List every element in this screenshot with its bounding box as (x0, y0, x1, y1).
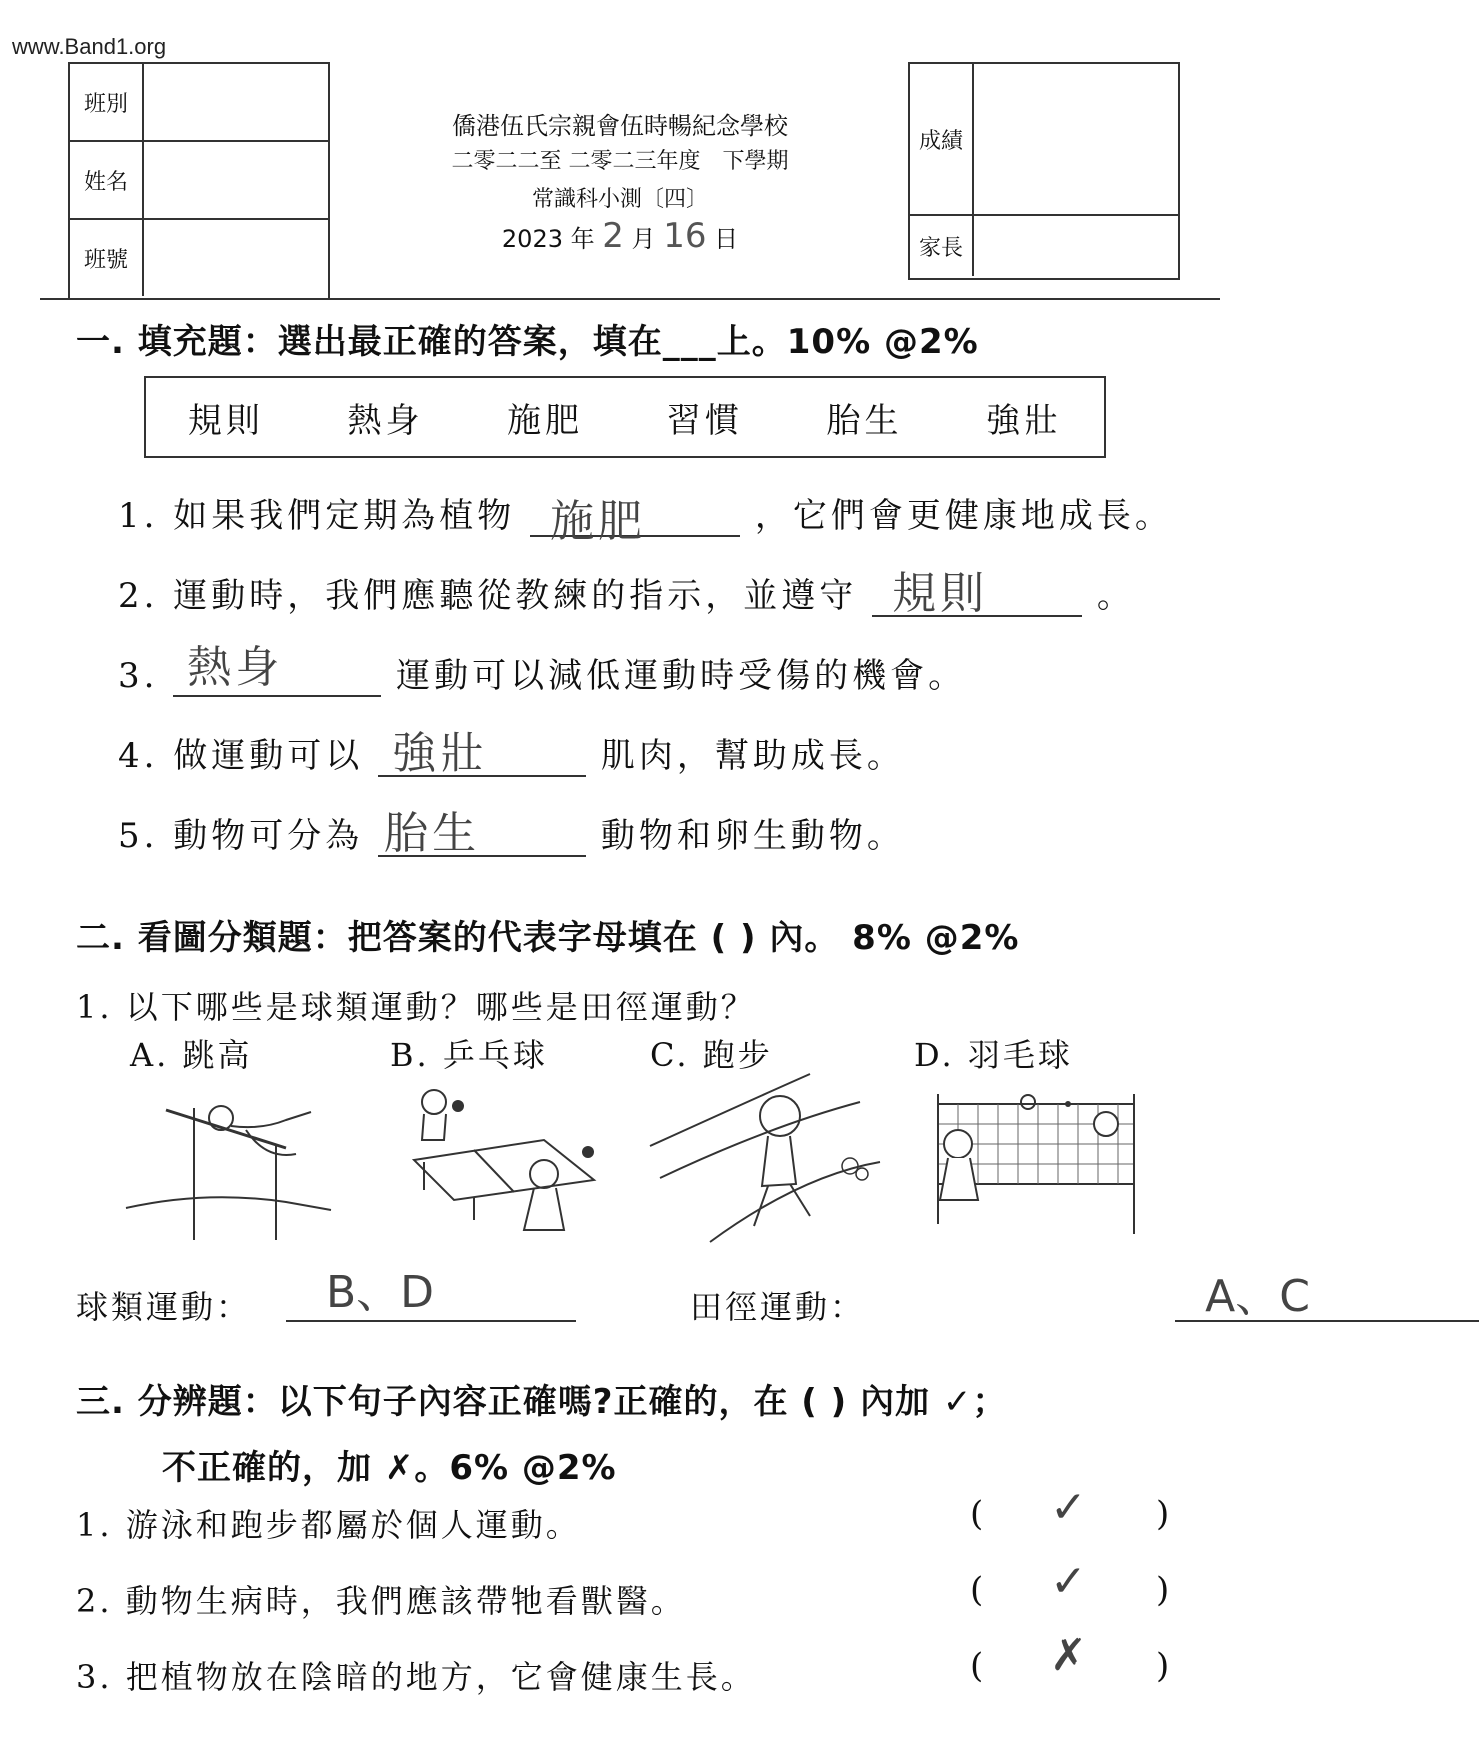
question-number: 4. (118, 736, 159, 776)
question-text: 做運動可以 (173, 736, 364, 776)
score-row (910, 64, 1178, 216)
option-b: B. 乒乓球 (390, 1036, 548, 1074)
word-bank-item: 胎生 (826, 400, 903, 441)
answer-blank[interactable] (530, 491, 740, 547)
date-prefix: 2023 年 (501, 225, 595, 253)
cross-mark[interactable]: ✗ (1050, 1630, 1087, 1681)
score-label: 成績 (910, 64, 974, 214)
class-row (70, 64, 328, 142)
test-title: 常識科小測〔四〕 (531, 187, 708, 212)
score-box (908, 62, 1180, 280)
word-bank (144, 376, 1106, 458)
check-mark[interactable]: ✓ (1050, 1482, 1087, 1533)
word-bank-item: 施肥 (507, 400, 584, 441)
handwritten-answer: 強壯 (392, 728, 489, 779)
question-number: 2. (118, 576, 159, 616)
answer-blank[interactable] (378, 808, 586, 859)
fill-question-3 (118, 642, 967, 697)
handwritten-answer: 施肥 (550, 496, 647, 547)
check-mark[interactable]: ✓ (1050, 1556, 1087, 1607)
question-text: 肌肉，幫助成長。 (600, 736, 905, 776)
date-month-unit: 月 (631, 225, 656, 253)
option-c: C. 跑步 (650, 1036, 773, 1074)
number-label: 班號 (70, 220, 144, 296)
student-info-box (68, 62, 330, 300)
question-text: 動物和卵生動物。 (600, 816, 905, 856)
question-number: 3. (118, 656, 159, 696)
word-bank-item: 強壯 (986, 400, 1063, 441)
truefalse-question-1: 1. 游泳和跑步都屬於個人運動。 (76, 1506, 581, 1544)
word-bank-item: 習慣 (666, 400, 743, 441)
section1-title: 一. 填充題：選出最正確的答案，填在___上。10% @2% (76, 322, 979, 362)
question-text: 運動時，我們應聽從教練的指示，並遵守 (173, 576, 858, 616)
parent-row (910, 216, 1178, 276)
question-text: 運動可以減低運動時受傷的機會。 (396, 656, 967, 696)
answer-paren-open: ( (970, 1646, 984, 1686)
question-number: 1. (118, 496, 159, 536)
date-month: 2 (602, 216, 624, 256)
class-label: 班別 (70, 64, 144, 140)
handwritten-answer: 胎生 (384, 808, 481, 859)
test-date (340, 216, 900, 256)
answer-paren-open: ( (970, 1494, 984, 1534)
badminton-picture (918, 1084, 1148, 1254)
school-name: 僑港伍氏宗親會伍時暢紀念學校 (452, 112, 788, 140)
answer-blank[interactable] (872, 568, 1082, 619)
question-text: ，它們會更健康地成長。 (754, 496, 1173, 536)
date-day-unit: 日 (714, 225, 739, 253)
answer-paren-open: ( (970, 1570, 984, 1610)
question-text: 。 (1096, 576, 1135, 616)
option-a: A. 跳高 (130, 1036, 253, 1074)
answer-blank[interactable] (173, 642, 381, 697)
section3-title-line1: 三. 分辨題：以下句子內容正確嗎?正確的，在 ( ) 內加 ✓； (76, 1382, 1008, 1422)
ball-sports-label: 球類運動： (76, 1288, 252, 1326)
question-number: 5. (118, 816, 159, 856)
question-text: 如果我們定期為植物 (173, 496, 516, 536)
fill-question-5 (118, 808, 905, 857)
word-bank-item: 熱身 (347, 400, 424, 441)
question-text: 動物可分為 (173, 816, 364, 856)
answer-paren-close: ) (1156, 1570, 1170, 1610)
handwritten-answer: 規則 (892, 568, 989, 619)
number-row (70, 220, 328, 296)
section2-question: 1. 以下哪些是球類運動？哪些是田徑運動？ (76, 988, 756, 1026)
fill-question-1 (118, 488, 1173, 547)
answer-paren-close: ) (1156, 1494, 1170, 1534)
section3-title-line2: 不正確的，加 ✗。6% @2% (162, 1448, 617, 1488)
date-day: 16 (663, 216, 707, 256)
fill-question-2 (118, 568, 1135, 617)
track-sports-blank[interactable] (1175, 1271, 1479, 1322)
table-tennis-picture (394, 1080, 614, 1250)
truefalse-question-2: 2. 動物生病時，我們應該帶牠看獸醫。 (76, 1582, 686, 1620)
section2-title: 二. 看圖分類題：把答案的代表字母填在 ( ) 內。 8% @2% (76, 918, 1020, 958)
track-sports-label: 田徑運動： (690, 1288, 866, 1326)
name-row (70, 142, 328, 220)
header-divider (40, 298, 1220, 300)
name-label: 姓名 (70, 142, 144, 218)
ball-sports-blank[interactable] (286, 1267, 576, 1322)
handwritten-answer: A、C (1205, 1271, 1310, 1322)
word-bank-item: 規則 (187, 400, 264, 441)
option-d: D. 羽毛球 (914, 1036, 1073, 1074)
truefalse-question-3: 3. 把植物放在陰暗的地方，它會健康生長。 (76, 1658, 756, 1696)
answer-paren-close: ) (1156, 1646, 1170, 1686)
parent-label: 家長 (910, 216, 974, 276)
high-jump-picture (126, 1090, 336, 1250)
watermark: www.Band1.org (12, 34, 167, 59)
handwritten-answer: B、D (326, 1267, 435, 1318)
handwritten-answer: 熱身 (187, 642, 284, 693)
answer-blank[interactable] (378, 728, 586, 779)
fill-question-4 (118, 728, 905, 777)
school-year: 二零二二至 二零二三年度 下學期 (451, 149, 789, 174)
running-picture (650, 1066, 880, 1246)
